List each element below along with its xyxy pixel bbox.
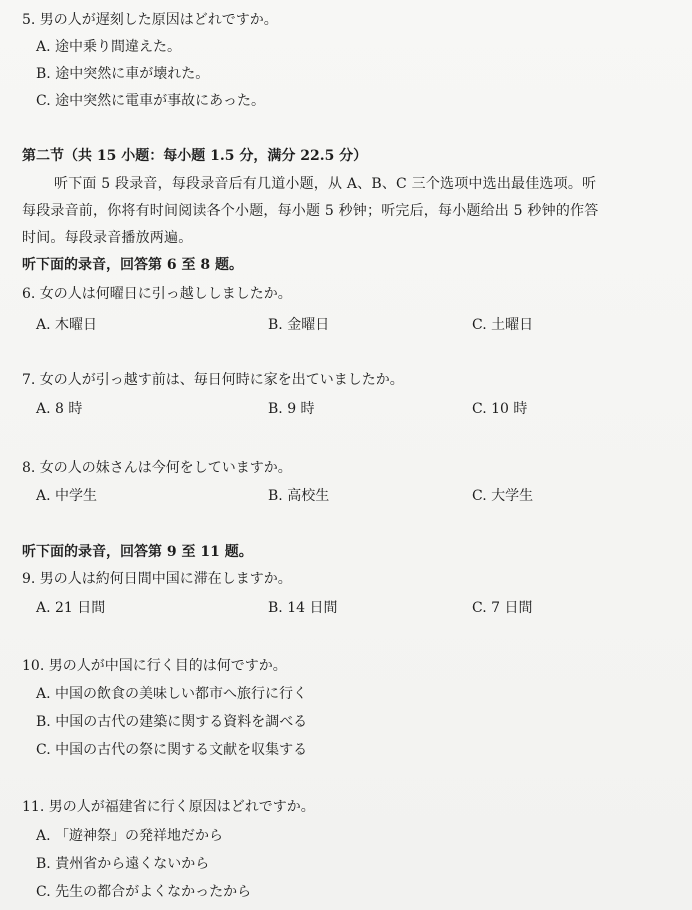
question-8: 8. 女の人の妹さんは今何をしていますか。	[22, 460, 292, 476]
question-6-option-a: A. 木曜日	[36, 317, 98, 333]
question-6-option-c: C. 土曜日	[472, 317, 534, 333]
question-10-option-a: A. 中国の飲食の美味しい都市へ旅行に行く	[36, 686, 308, 702]
question-9-option-b: B. 14 日間	[268, 600, 338, 616]
group-1-heading: 听下面的录音，回答第 6 至 8 题。	[22, 257, 243, 273]
question-11-option-b: B. 貴州省から遠くないから	[36, 856, 210, 872]
question-10-option-c: C. 中国の古代の祭に関する文献を収集する	[36, 742, 308, 758]
question-7: 7. 女の人が引っ越す前は、毎日何時に家を出ていましたか。	[22, 372, 404, 388]
question-9: 9. 男の人は約何日間中国に滞在しますか。	[22, 571, 292, 587]
question-10: 10. 男の人が中国に行く目的は何ですか。	[22, 658, 287, 674]
question-9-option-a: A. 21 日間	[36, 600, 106, 616]
question-7-option-a: A. 8 時	[36, 401, 83, 417]
question-8-option-b: B. 高校生	[268, 488, 330, 504]
question-5-option-c: C. 途中突然に電車が事故にあった。	[36, 93, 265, 109]
group-2-heading: 听下面的录音，回答第 9 至 11 题。	[22, 544, 253, 560]
question-6: 6. 女の人は何曜日に引っ越ししましたか。	[22, 286, 292, 302]
question-11: 11. 男の人が福建省に行く原因はどれですか。	[22, 799, 315, 815]
section-2-instruction-line-2: 每段录音前，你将有时间阅读各个小题，每小题 5 秒钟；听完后，每小题给出 5 秒钟的作答	[22, 203, 599, 219]
question-5-option-b: B. 途中突然に車が壊れた。	[36, 66, 210, 82]
question-6-option-b: B. 金曜日	[268, 317, 330, 333]
question-9-option-c: C. 7 日間	[472, 600, 533, 616]
question-8-option-a: A. 中学生	[36, 488, 98, 504]
section-2-title: 第二节（共 15 小题：每小题 1.5 分，满分 22.5 分）	[22, 148, 368, 164]
question-7-option-c: C. 10 時	[472, 401, 528, 417]
question-5-option-a: A. 途中乗り間違えた。	[36, 39, 182, 55]
section-2-instruction-line-3: 时间。每段录音播放两遍。	[22, 230, 193, 246]
question-7-option-b: B. 9 時	[268, 401, 315, 417]
question-5: 5. 男の人が遅刻した原因はどれですか。	[22, 12, 278, 28]
section-2-instruction-line-1: 听下面 5 段录音，每段录音后有几道小题，从 A、B、C 三个选项中选出最佳选项。听	[54, 176, 597, 192]
question-8-option-c: C. 大学生	[472, 488, 534, 504]
question-11-option-a: A. 「遊神祭」の発祥地だから	[36, 828, 224, 844]
question-11-option-c: C. 先生の都合がよくなかったから	[36, 884, 252, 900]
question-10-option-b: B. 中国の古代の建築に関する資料を調べる	[36, 714, 308, 730]
